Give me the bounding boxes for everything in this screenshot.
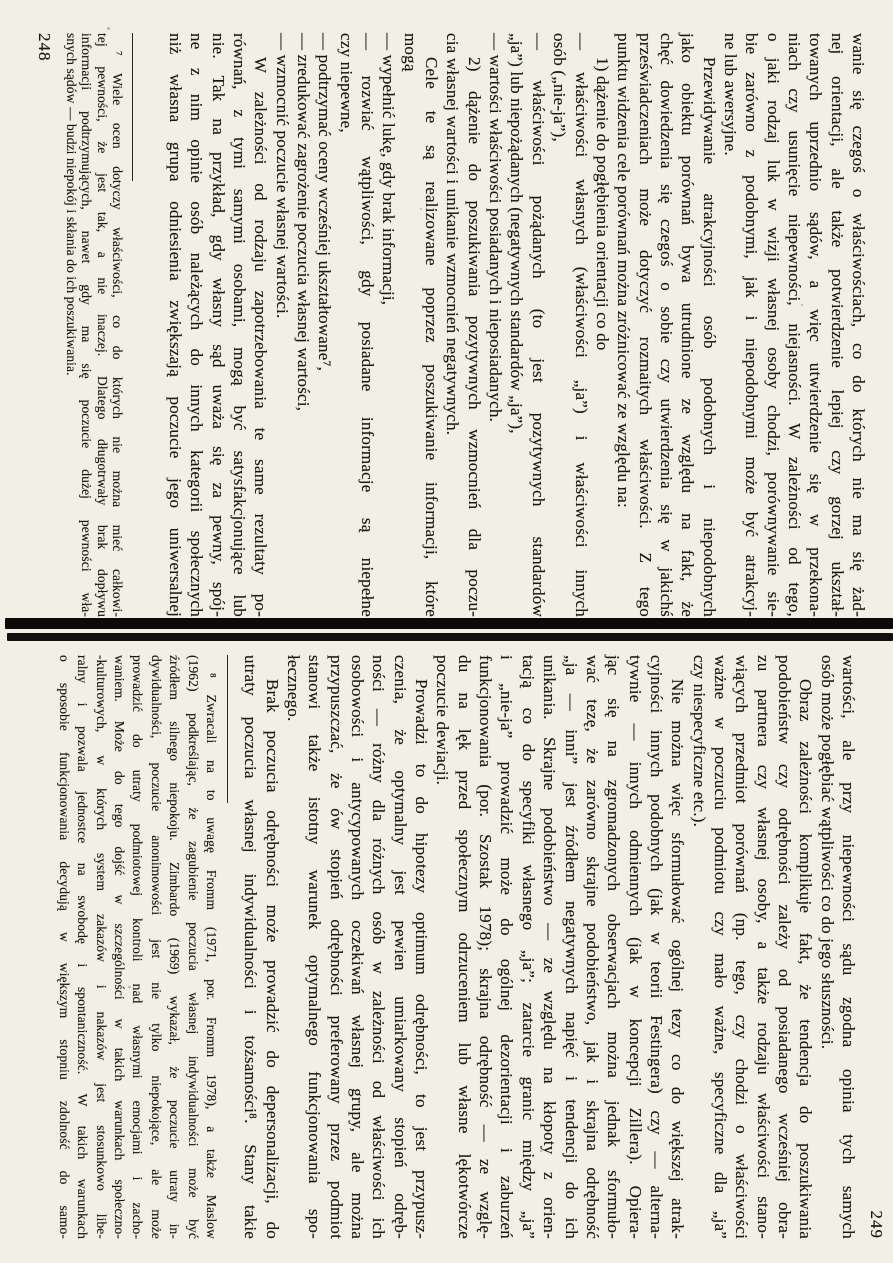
- text-line: Prowadzi to do hipotezy optimum odrębności, to jest przypusz-: [412, 679, 432, 1239]
- text-line: stanowi także istotny warunek optymalnego funkcjonowania spo-: [305, 655, 325, 1239]
- text-line: ne lub awersyjne.: [720, 33, 740, 156]
- scan-speck: [801, 304, 803, 306]
- footnote-line: o sposobie funkcjonowania decydują w większym stopniu zdolność do samo-: [56, 655, 72, 1239]
- footnote-line: informacji podtrzymujących, nawet gdy ma się poczucie dużej pewności wła-: [79, 33, 95, 617]
- text-line: punktu widzenia cele porównań można zróżnicować ze względu na:: [614, 33, 634, 508]
- page-248-footnote: [34, 33, 133, 617]
- page-248-body-text: [165, 33, 869, 617]
- text-line: niach czy usunięcie niepewności, niejasności. W zależności od tego,: [784, 33, 804, 617]
- text-line: poczucie dewiacji.: [433, 655, 453, 786]
- footnote-line: ralny i pozwala jednostce na swobodę i spontaniczność. W takich warunkach: [75, 655, 91, 1239]
- footnote-line: dywidualności, poczucie anonimowości jest nie tylko niepokojące, ale może: [148, 655, 164, 1239]
- gutter-bar-top: [5, 618, 893, 629]
- text-line: ważne w poczuciu podmiotu czy mało ważne, specyficzne dla „ja”: [710, 655, 730, 1239]
- page-number-248: 248: [35, 33, 54, 62]
- text-line: osób („nie-ja”),: [550, 33, 570, 142]
- text-line: nej orientacji, ale także potwierdzenie lepiej czy gorzej ukształ-: [827, 33, 847, 617]
- text-line: czy niepewne,: [336, 33, 356, 133]
- page-249: [0, 655, 893, 1239]
- text-line: nie. Tak na przykład, gdy własny sąd uważa się za pewny, spój-: [208, 33, 228, 617]
- text-line: przeświadczeniach może dotyczyć rozmaitych właściwości. Z tego: [635, 33, 655, 617]
- text-line: 1) dążenie do pogłębienia orientacji co do: [592, 57, 612, 351]
- footnote-line: źródłem silnego niepokoju. Zimbardo (1969) wykazał, że poczucie utraty in-: [167, 655, 183, 1239]
- text-line: — wartości właściwości posiadanych i nieposiadanych.: [486, 33, 506, 423]
- text-line: Brak poczucia odrębności może prowadzić do depersonalizacji, do: [262, 679, 282, 1239]
- text-line: Cele te są realizowane poprzez poszukiwanie informacji, które: [422, 57, 442, 617]
- text-line: — właściwości własnych (właściwości „ja”) i właściwości innych: [571, 33, 591, 617]
- footnote-line: ⁷ Wiele ocen dotyczy właściwości, co do których nie można mieć całkowi-: [110, 51, 126, 617]
- text-line: osobowości i antycypowanych oczekiwań własnej grupy, ale można: [348, 655, 368, 1239]
- text-line: ne z nim opinie osób należących do innych kategorii społecznych: [187, 33, 207, 617]
- text-line: łecznego.: [284, 655, 304, 722]
- text-line: Nie można więc sformułować ogólnej tezy co do większej atrak-: [668, 679, 688, 1239]
- scan-speck: [420, 208, 422, 210]
- page-249-footnote-text: [55, 655, 221, 1239]
- book-gutter-rule: [5, 618, 893, 642]
- page-248-footnote-text: [63, 33, 125, 617]
- text-line: zu partnera czy własnej osoby, a także rodzaju właściwości stano-: [753, 655, 773, 1239]
- text-line: podobieństw czy odrębności zależy od posiadanego wcześniej obra-: [774, 655, 794, 1239]
- text-line: funkcjonowania (por. Szostak 1978); skrajna odrębność — ze wzglę-: [476, 655, 496, 1239]
- text-line: chęć dowiedzenia się czegoś o sobie czy utwierdzenia się w jakichś: [656, 33, 676, 617]
- page-249-footnote: [55, 655, 229, 1239]
- text-line: — wzmocnić poczucie własnej wartości.: [272, 33, 292, 319]
- gutter-bar-bottom: [7, 633, 893, 641]
- text-line: wiących przedmiot porównań (np. tego, czy chodzi o właściwości: [732, 655, 752, 1239]
- text-line: utraty poczucia własnej indywidualności i tożsamości⁸. Stany takie: [241, 655, 261, 1239]
- text-line: 2) dążenie do poszukiwania pozytywnych wzmocnień dla poczu-: [464, 57, 484, 617]
- text-line: tywnie — innych odmiennych (jak w koncepcji Zillera). Opiera-: [625, 655, 645, 1239]
- scan-speck: [128, 986, 131, 988]
- text-line: równań, z tymi samymi osobami, mogą być satysfakcjonujące lub: [230, 33, 250, 617]
- text-line: jako obiektu porównań bywa utrudnione ze względu na fakt, że: [678, 33, 698, 617]
- text-line: ności — różny dla różnych osób w zależności od właściwości ich: [369, 655, 389, 1239]
- footnote-line: prowadzić do utraty podmiotowej kontroli nad własnymi emocjami i zacho-: [130, 655, 146, 1239]
- text-line: — podtrzymać oceny wcześniej ukształtowane⁷,: [315, 33, 335, 372]
- footnote-separator-rule: [132, 33, 133, 181]
- footnote-line: (1962) podkreślając, że zagubienie poczucia własnej indywidualności może być: [185, 655, 201, 1239]
- page-248: [0, 33, 893, 617]
- text-line: przypuszczać, że ów stopień odrębności preferowany przez podmiot: [326, 655, 346, 1239]
- scan-speck: [540, 1150, 542, 1152]
- text-line: i „nie-ja” prowadzić może do ogólnej dezorientacji i zaburzeń: [497, 655, 517, 1239]
- text-line: — rozwiać wątpliwości, gdy posiadane informacje są niepełne: [358, 33, 378, 617]
- text-line: czy niespecyficzne etc.).: [689, 655, 709, 828]
- text-line: o jaki rodzaj luk w wizji własnej osoby chodzi, porównywanie sie-: [763, 33, 783, 617]
- text-line: unikania. Skrajne podobieństwo — ze względu na kłopoty z orien-: [540, 655, 560, 1239]
- text-line: W zależności od rodzaju zapotrzebowania te same rezultaty po-: [251, 57, 271, 617]
- text-line: bie zarówno z podobnymi, jak i niepodobnymi może być atrakcyj-: [742, 33, 762, 617]
- text-line: cyjności innych podobnych (jak w teorii Festingera) czy — alterna-: [646, 655, 666, 1239]
- text-line: towanych uprzednio sądów, a więc utwierdzenie się w przekona-: [806, 33, 826, 617]
- text-line: wać tezę, że zarówno skrajne podobieństwo, jak i skrajna odrębność: [582, 655, 602, 1239]
- footnote-line: snych sądów — budzi niepokój i skłania do ich poszukiwania.: [63, 33, 79, 376]
- text-line: — właściwości pożądanych (to jest pozytywnych standardów: [528, 33, 548, 617]
- footnote-line: tej pewności, że jest tak, a nie inaczej. Dlatego długotrwały brak dopływu: [94, 33, 110, 617]
- footnote-line: -kulturowych, w których system zakazów i nakazów jest stosunkowo libe-: [93, 655, 109, 1239]
- text-line: „ja”) lub niepożądanych (negatywnych standardów „ja”),: [507, 33, 527, 434]
- text-line: czenia, że optymalny jest pewien umiarkowany stopień odręb-: [390, 655, 410, 1239]
- text-line: mogą: [400, 33, 420, 72]
- scan-speck: [107, 27, 110, 30]
- text-line: — wypełnić lukę, gdy brak informacji,: [379, 33, 399, 306]
- text-line: jąc się na zgromadzonych obserwacjach można jednak sformuło-: [604, 655, 624, 1239]
- text-line: wanie się czegoś o właściwościach, co do których nie ma się żad-: [849, 33, 868, 617]
- text-line: niż własna grupa odniesienia zwiększają poczucie jego uniwersalnej: [166, 33, 185, 617]
- footnote-line: ⁸ Zwracali na to uwagę Fromm (1971, por. Fromm 1978), a także Maslow: [204, 673, 220, 1239]
- text-line: cia własnej wartości i unikanie wzmocnień negatywnych.: [443, 33, 463, 436]
- page-number-249: 249: [867, 1210, 886, 1239]
- text-line: Obraz zależności komplikuje fakt, że tendencja do poszukiwania: [796, 679, 816, 1239]
- text-line: tacją co do specyfiki własnego „ja”; zatarcie granic między „ja”: [518, 655, 538, 1239]
- text-line: du na lęk przed społecznym odrzuceniem lub własne lękotwórcze: [454, 655, 474, 1239]
- text-line: „ja — inni” jest źródłem negatywnych napięć i tendencji do ich: [561, 655, 581, 1239]
- text-line: — zredukować zagrożenie poczucia własnej wartości,: [294, 33, 314, 412]
- page-249-body-text: [240, 655, 859, 1239]
- footnote-line: waniem. Może do tego dojść w szczególności w takich warunkach społeczno-: [112, 655, 128, 1239]
- footnote-separator-rule: [227, 655, 228, 803]
- text-line: wartości, ale przy niepewności sądu zgodna opinia tych samych: [839, 655, 858, 1239]
- text-line: Przewidywanie atrakcyjności osób podobnych i niepodobnych: [699, 57, 719, 617]
- text-line: osób może pogłębiać wątpliwości co do jego słuszności.: [817, 655, 837, 1050]
